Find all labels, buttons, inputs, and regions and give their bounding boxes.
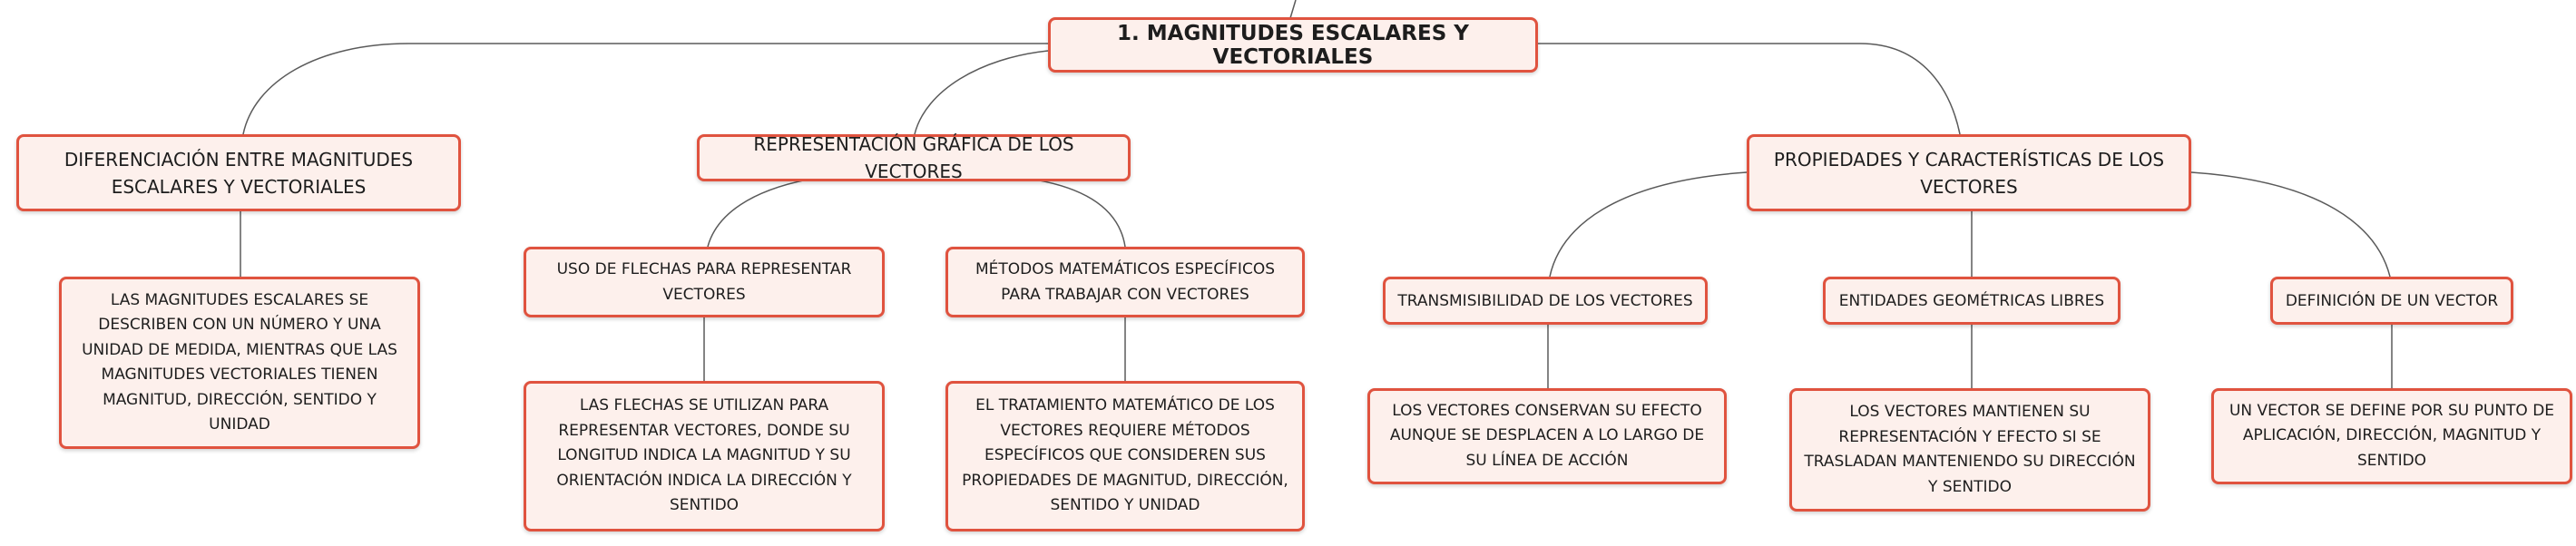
- connector-root-b1: [243, 44, 1048, 134]
- root-node[interactable]: [1048, 17, 1538, 73]
- detail-label: LOS VECTORES MANTIENEN SU REPRESENTACIÓN Y EFECTO SI SE TRASLADAN MANTENIENDO SU DIRECCIÓN Y SENTIDO: [1804, 403, 2136, 496]
- detail-label: EL TRATAMIENTO MATEMÁTICO DE LOS VECTORES REQUIERE MÉTODOS ESPECÍFICOS QUE CONSIDEREN SUS PROPIEDADES DE MAGNITUD, DIRECCIÓN, SENTIDO Y UNIDAD: [962, 396, 1288, 515]
- root-label: 1. MAGNITUDES ESCALARES Y VECTORIALES: [1117, 21, 1469, 69]
- branch-propiedades[interactable]: [1747, 134, 2191, 211]
- branch-label: PROPIEDADES Y CARACTERÍSTICAS DE LOS VECTORES: [1773, 148, 2165, 198]
- connector-b3-c3: [1550, 172, 1747, 277]
- detail-uso-de-flechas[interactable]: [524, 381, 885, 531]
- topic-uso-de-flechas[interactable]: [524, 247, 885, 317]
- detail-label: LOS VECTORES CONSERVAN SU EFECTO AUNQUE SE DESPLACEN A LO LARGO DE SU LÍNEA DE ACCIÓN: [1389, 401, 1705, 470]
- detail-transmisibilidad[interactable]: [1367, 388, 1727, 484]
- detail-label: UN VECTOR SE DEFINE POR SU PUNTO DE APLICACIÓN, DIRECCIÓN, MAGNITUD Y SENTIDO: [2228, 401, 2555, 470]
- topic-metodos-matematicos[interactable]: [945, 247, 1305, 317]
- detail-entidades-geometricas[interactable]: [1789, 388, 2150, 512]
- detail-diferenciacion[interactable]: [59, 277, 420, 449]
- topic-label: ENTIDADES GEOMÉTRICAS LIBRES: [1838, 291, 2105, 310]
- topic-label: TRANSMISIBILIDAD DE LOS VECTORES: [1397, 291, 1693, 310]
- connector-root-b2: [915, 51, 1048, 134]
- branch-label: REPRESENTACIÓN GRÁFICA DE LOS VECTORES: [753, 133, 1074, 182]
- branch-diferenciacion[interactable]: [16, 134, 461, 211]
- connector-b3-c5: [2191, 172, 2390, 277]
- detail-definicion-vector[interactable]: [2211, 388, 2572, 484]
- branch-label: DIFERENCIACIÓN ENTRE MAGNITUDES ESCALARES Y VECTORIALES: [64, 148, 414, 198]
- topic-label: DEFINICIÓN DE UN VECTOR: [2285, 291, 2499, 310]
- topic-entidades-geometricas[interactable]: [1823, 277, 2121, 325]
- topic-label: MÉTODOS MATEMÁTICOS ESPECÍFICOS PARA TRABAJAR CON VECTORES: [975, 260, 1275, 304]
- connector-root-b3: [1538, 44, 1960, 134]
- connector-top: [1290, 0, 1296, 18]
- detail-metodos-matematicos[interactable]: [945, 381, 1305, 531]
- connector-b2-c2: [1034, 180, 1125, 247]
- topic-label: USO DE FLECHAS PARA REPRESENTAR VECTORES: [556, 260, 852, 304]
- branch-representacion[interactable]: [697, 134, 1131, 181]
- topic-definicion-vector[interactable]: [2270, 277, 2513, 325]
- detail-label: LAS FLECHAS SE UTILIZAN PARA REPRESENTAR VECTORES, DONDE SU LONGITUD INDICA LA MAGNITUD Y SU ORIENTACIÓN INDICA LA DIRECCIÓN Y SENTIDO: [556, 396, 852, 515]
- detail-label: LAS MAGNITUDES ESCALARES SE DESCRIBEN CON UN NÚMERO Y UNA UNIDAD DE MEDIDA, MIENTRAS QUE LAS MAGNITUDES VECTORIALES TIENEN MAGNITUD, DIRECCIÓN, SENTIDO Y UNIDAD: [82, 290, 397, 434]
- topic-transmisibilidad[interactable]: [1383, 277, 1708, 325]
- connector-b2-c1: [708, 180, 808, 247]
